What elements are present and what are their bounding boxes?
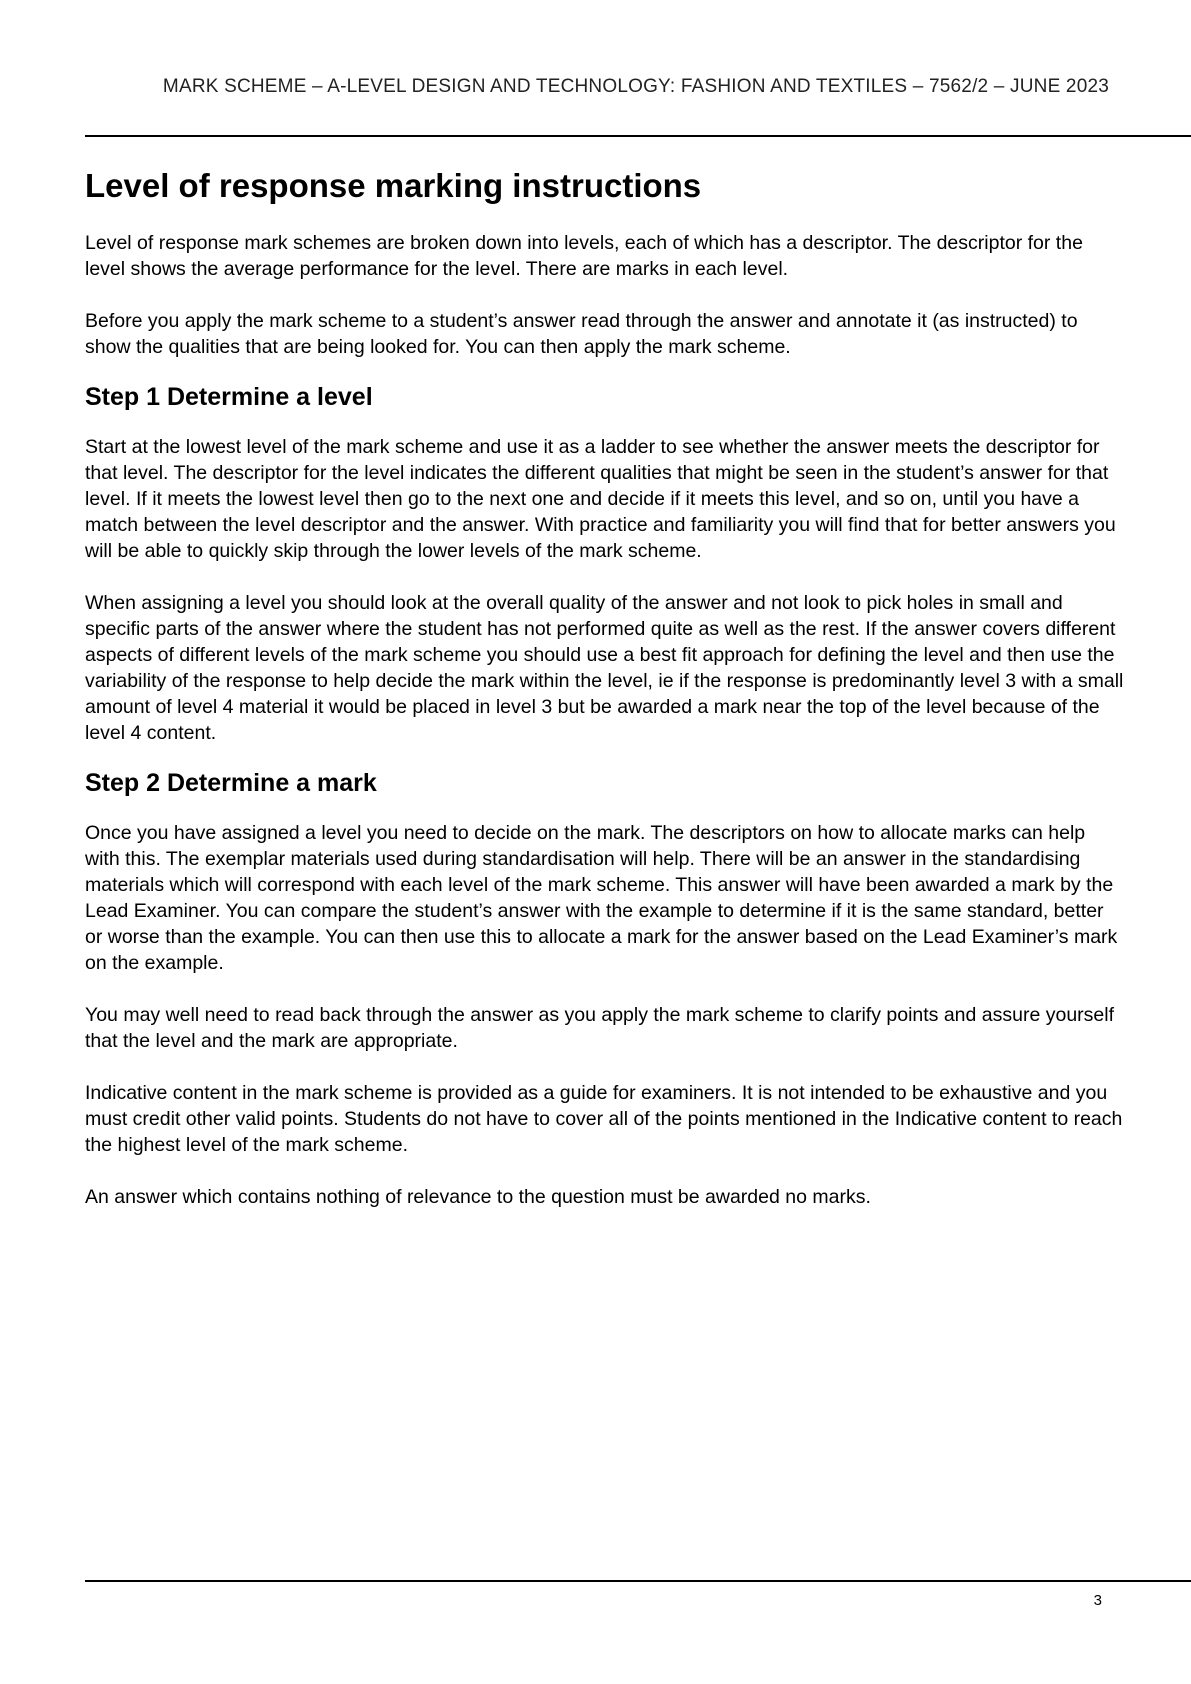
step-2-paragraph-3: Indicative content in the mark scheme is provided as a guide for examiners. It is not intended to be exhaustive and you must credit other valid points. Students do not have to cover all of the points mentioned in the Indicative content to reach the highest level of the mark scheme. [85, 1081, 1123, 1156]
page-number: 3 [1093, 1592, 1102, 1609]
intro-paragraph-2: Before you apply the mark scheme to a student’s answer read through the answer and annotate it (as instructed) to show the qualities that are being looked for. You can then apply the mark scheme. [85, 309, 1078, 358]
step-1-paragraph-2: When assigning a level you should look at the overall quality of the answer and not look to pick holes in small and specific parts of the answer where the student has not performed quite as well as the rest. If the answer covers different aspects of different levels of the mark scheme you should use a best fit approach for defining the level and then use the variability of the response to help decide the mark within the level, ie if the response is predominantly level 3 with a small amount of level 4 material it would be placed in level 3 but be awarded a mark near the top of the level because of the level 4 content. [85, 591, 1124, 744]
step-2-heading: Step 2 Determine a mark [85, 768, 377, 797]
header-divider [85, 135, 1191, 137]
footer-divider [85, 1580, 1191, 1582]
intro-paragraph-1: Level of response mark schemes are broken down into levels, each of which has a descriptor. The descriptor for the level shows the average performance for the level. There are marks in each level. [85, 231, 1083, 280]
page-content [85, 166, 1125, 1236]
running-header: MARK SCHEME – A-LEVEL DESIGN AND TECHNOLOGY: FASHION AND TEXTILES – 7562/2 – JUNE 2023 [162, 76, 1109, 97]
page-title: Level of response marking instructions [85, 167, 702, 204]
step-2-paragraph-4: An answer which contains nothing of relevance to the question must be awarded no marks. [85, 1185, 871, 1208]
step-1-paragraph-1: Start at the lowest level of the mark scheme and use it as a ladder to see whether the answer meets the descriptor for that level. The descriptor for the level indicates the different qualities that might be seen in the student’s answer for that level. If it meets the lowest level then go to the next one and decide if it meets this level, and so on, until you have a match between the level descriptor and the answer. With practice and familiarity you will find that for better answers you will be able to quickly skip through the lower levels of the mark scheme. [85, 435, 1116, 562]
step-2-paragraph-1: Once you have assigned a level you need to decide on the mark. The descriptors on how to allocate marks can help with this. The exemplar materials used during standardisation will help. There will be an answer in the standardising materials which will correspond with each level of the mark scheme. This answer will have been awarded a mark by the Lead Examiner. You can compare the student’s answer with the example to determine if it is the same standard, better or worse than the example. You can then use this to allocate a mark for the answer based on the Lead Examiner’s mark on the example. [85, 821, 1118, 974]
step-1-heading: Step 1 Determine a level [85, 382, 373, 411]
step-2-paragraph-2: You may well need to read back through the answer as you apply the mark scheme to clarify points and assure yourself that the level and the mark are appropriate. [85, 1003, 1115, 1052]
